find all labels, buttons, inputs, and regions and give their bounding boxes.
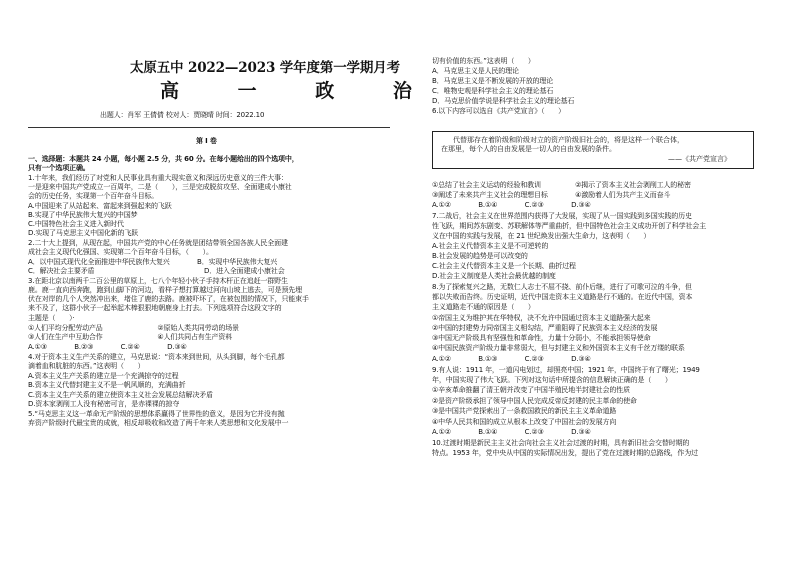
quote-source: ——《共产党宣言》 <box>668 155 731 163</box>
option-line: D.实现了马克思主义中国化新的飞跃 <box>28 229 139 237</box>
question-line: 5.“马克思主义这一革命无产阶级的思想体系赢得了世界性的意义，是因为它并没有抛 <box>28 410 285 418</box>
option-line: ④中华人民共和国的成立从根本上改变了中国社会的发展方向 <box>432 418 617 426</box>
option-line: A.社会主义代替资本主义是不可逆转的 <box>432 242 549 250</box>
answer-options: A.①② B.①④ C.②③ D.③④ <box>432 201 591 209</box>
question-line: 滴着血和肮脏的东西。”这表明（ ） <box>28 362 145 370</box>
option-line: D.社会主义制度是人类社会最优越的制度 <box>432 272 556 280</box>
subject-title: 高 一 政 治 <box>160 80 438 102</box>
option-line: C.中国特色社会主义进入新时代 <box>28 220 124 228</box>
quote-text: 代替那存在着阶级和阶级对立的资产阶级旧社会的，将是这样一个联合体， <box>453 136 684 144</box>
answer-options: A.①② B.①④ C.②③ D.③④ <box>432 428 591 436</box>
question-line: 成社会主义现代化强国、实现第二个百年奋斗目标，（ ）。 <box>28 248 213 256</box>
question-line: 来不及了，这群小伙子一起举起木棒狠狠地朝鹿身上打去。下列选项符合这段文字的 <box>28 304 282 312</box>
question-line: 伏在对岸的几个人突然冲出来，堵住了鹿的去路。鹿被吓坏了，在被包围的情况下，只能束手 <box>28 295 309 303</box>
option-line: ①人们平均分配劳动产品 ②原始人类共同劳动的场景 <box>28 324 239 332</box>
question-line: 7.二战后，社会主义在世界范围内获得了大发展，实现了从一国实践到多国实践的历史 <box>432 212 692 220</box>
volume-label: 第 I 卷 <box>196 137 217 145</box>
option-line: ③人们在生产中互助合作 ④人们共同占有生产资料 <box>28 333 233 341</box>
question-line: 10.过渡时期是新民主主义社会向社会主义社会过渡的时期，具有新旧社会交替时期的 <box>432 439 690 447</box>
option-line: D．马克思价值学说是科学社会主义的理论基石 <box>432 97 575 105</box>
answer-options: A.①③ B.②③ C.②④ D.③④ <box>28 343 187 351</box>
question-line: 9.有人说：1911 年，一道闪电划过，却照亮中国；1921 年，中国终于有了曙光；1949 <box>432 366 700 374</box>
question-line: 一是迎来中国共产党成立一百周年，二是（ ），三是完成脱贫攻坚、全面建成小康社 <box>28 183 292 191</box>
option-line: ①总结了社会主义运动的经验和教训 ②揭示了资本主义社会剥削工人的秘密 <box>432 181 691 189</box>
section-title-cont: 只有一个选项正确。 <box>28 164 90 172</box>
option-line: C.社会主义代替资本主义是一个长期、曲折过程 <box>432 262 576 270</box>
option-line: ④中国民族资产阶级力量非常弱大，但与封建主义和外国资本主义有千丝万缕的联系 <box>432 344 685 352</box>
option-line: C．唯物史观是科学社会主义的理论基石 <box>432 87 554 95</box>
question-line: 4.对于资本主义生产关系的建立，马克思说：“资本来到世间，从头到脚，每个毛孔都 <box>28 353 285 361</box>
question-line: 2.二十大上提到，从现在起，中国共产党的中心任务就是团结带领全国各族人民全面建 <box>28 239 288 247</box>
question-line: 都以失败而告终。历史证明，近代中国走资本主义道路是行不通的。在近代中国，资本 <box>432 293 693 301</box>
option-line: A．马克思主义是人民的理论 <box>432 67 519 75</box>
question-line: 主题是（ ）· <box>28 314 75 322</box>
option-line: ③是中国共产党探索出了一条救国救民的新民主主义革命道路 <box>432 407 617 415</box>
question-line: 主义道路走不通的原因是（ ） <box>432 303 535 311</box>
question-line: 特点。1953 年，党中央从中国的实际情况出发，提出了党在过渡时期的总路线，作为过 <box>432 449 698 457</box>
option-line: ③阐述了未来共产主义社会的理想目标 ④激励着人们为共产主义而奋斗 <box>432 191 671 199</box>
option-line: D.资本家剥削工人没有秘密可言，是赤裸裸的掠夺 <box>28 400 180 408</box>
option-line: A.中国迎来了从站起来、富起来到强起来的飞跃 <box>28 202 172 210</box>
option-line: A.资本主义生产关系的建立是一个充满掠夺的过程 <box>28 372 179 380</box>
section-title: 一、选择题：本题共 24 小题，每小题 2.5 分，共 60 分。在每小题给出的四个选项中， <box>28 155 299 163</box>
question-line: 切有价值的东西。”这表明（ ） <box>432 57 535 65</box>
question-line: 3.在距北京以南两千二百公里的草原上，七八个年轻小伙子手持木杆正在追赶一群野生 <box>28 277 288 285</box>
question-line: 弃资产阶级时代最宝贵的成就，相反却吸收和改造了两千年来人类思想和文化发展中一 <box>28 419 289 427</box>
option-line: ②是资产阶级承担了领导中国人民完成反帝反封建的民主革命的使命 <box>432 397 637 405</box>
option-line: ①帝国主义为维护其在华特权，决不允许中国通过资本主义道路强大起来 <box>432 314 651 322</box>
option-line: ①辛亥革命推翻了清王朝并改变了中国半殖民地半封建社会的性质 <box>432 386 630 394</box>
quote-box <box>432 131 754 169</box>
question-line: 6.以下内容可以选自《共产党宣言》（ ） <box>432 107 566 115</box>
option-line: B.实现了中华民族伟大复兴的中国梦 <box>28 211 138 219</box>
option-line: A．以中国式现代化全面推进中华民族伟大复兴 B．实现中华民族伟大复兴 <box>28 258 278 266</box>
option-line: C．解决社会主要矛盾 D．进入全面建成小康社会 <box>28 267 285 275</box>
option-line: ③中国无产阶级具有坚强性和革命性，力量十分弱小，不能承担领导使命 <box>432 334 651 342</box>
question-line: 会的历史任务，实现第一个百年奋斗目标。 <box>28 192 159 200</box>
question-line: 8.为了探索复兴之路，无数仁人志士不屈不挠、前仆后继，进行了可歌可泣的斗争，但 <box>432 283 692 291</box>
option-line: ②中国的封建势力同帝国主义相勾结，严重阻碍了民族资本主义经济的发展 <box>432 324 658 332</box>
option-line: C.资本主义生产关系的建立使资本主义社会发展总结解决矛盾 <box>28 391 213 399</box>
answer-options: A.①② B.①③ C.②③ D.③④ <box>432 355 591 363</box>
author-info: 出题人：肖军 王倩倩 校对人：贾晓晴 时间：2022.10 <box>100 111 265 119</box>
question-line: 鹿。鹿一直向西奔跑，跑到山脚下的河边，看样子想打算越过河向山坡上逃去，可是预先埋 <box>28 286 302 294</box>
question-line: 1.十年来，我们经历了对党和人民事业具有重大现实意义和深远历史意义的三件大事： <box>28 174 288 182</box>
option-line: B．马克思主义是不断发展的开放的理论 <box>432 77 554 85</box>
quote-text: 在那里，每个人的自由发展是一切人的自由发展的条件。 <box>441 145 616 153</box>
header-divider <box>28 127 390 128</box>
option-line: B.社会发展的趋势是可以改变的 <box>432 252 528 260</box>
question-line: 年，中国实现了伟大飞跃。下列对这句话中所提含的信息解读正确的是（ ） <box>432 376 672 384</box>
option-line: B.资本主义代替封建主义不是一帆风顺的，充满曲折 <box>28 381 186 389</box>
question-line: 性飞跃，期间苏东剧变、苏联解体等严重曲折，但中国特色社会主义成功开创了科学社会主 <box>432 222 706 230</box>
question-line: 义在中国的实践与发展，在 21 世纪焕发出强大生命力，这表明（ ） <box>432 232 651 240</box>
school-title: 太原五中 2022—2023 学年度第一学期月考 <box>130 60 400 76</box>
